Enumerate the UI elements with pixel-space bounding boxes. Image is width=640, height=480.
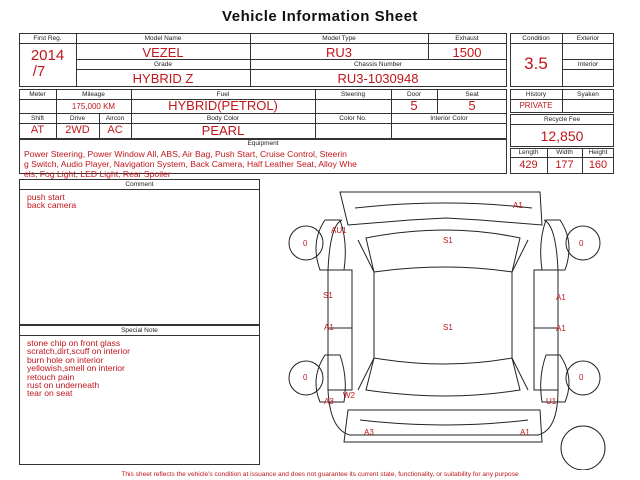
rear-right-wheel-mark: 0 (579, 373, 584, 382)
special-note-item: retouch pain (27, 371, 75, 382)
special-note-item: stone chip on front glass (27, 338, 121, 348)
model-name-label: Model Name (144, 35, 182, 42)
height-value: 160 (588, 159, 608, 171)
mileage-value: 175,000 KM (71, 102, 116, 111)
front-right-wheel-mark: 0 (579, 239, 584, 248)
exhaust-value: 1500 (452, 45, 482, 60)
syaken-label: Syaken (577, 91, 599, 98)
special-note-item: burn hole on interior (27, 354, 104, 365)
special-note-item: scratch,dirt,scuff on interior (27, 346, 131, 357)
history-label: History (525, 91, 547, 98)
color-no-label: Color No. (339, 115, 367, 122)
door-value: 5 (410, 98, 418, 113)
model-type-label: Model Type (322, 35, 356, 42)
recycle-fee-label: Recycle Fee (543, 116, 581, 123)
special-note-item: tear on seat (27, 388, 73, 399)
comment-item: push start (27, 192, 65, 202)
damage-s1-left: S1 (323, 291, 333, 300)
damage-s1-center: S1 (443, 323, 453, 332)
door-label: Door (406, 91, 422, 98)
damage-w2: W2 (343, 391, 355, 400)
equipment-list (24, 149, 500, 179)
condition-label: Condition (522, 35, 550, 42)
front-left-wheel-mark: 0 (303, 239, 308, 248)
comment-item: back camera (27, 200, 77, 211)
exhaust-label: Exhaust (455, 35, 479, 42)
special-note-item: rust on underneath (27, 380, 100, 391)
length-value: 429 (519, 159, 538, 171)
sheet-title: Vehicle Information Sheet (222, 8, 418, 25)
steering-label: Steering (340, 91, 366, 98)
fuel-value: HYBRID(PETROL) (168, 98, 278, 113)
model-name-value: VEZEL (142, 45, 184, 60)
meter-label: Meter (29, 91, 46, 98)
equipment-line: g Switch, Audio Player, Navigation System, Back Camera, Half Leather Seat, Alloy Whe (24, 159, 357, 169)
damage-a1-right-lower: A1 (556, 324, 566, 333)
aircon-label: Aircon (105, 115, 125, 122)
height-label: Height (588, 149, 608, 156)
special-note-label: Special Note (121, 327, 158, 334)
damage-a1-left: A1 (324, 323, 334, 332)
damage-s1-roof: S1 (443, 236, 453, 245)
rear-left-wheel-mark: 0 (303, 373, 308, 382)
damage-a1-right-upper: A1 (556, 293, 566, 302)
seat-label: Seat (465, 91, 479, 98)
exterior-label: Exterior (576, 35, 600, 42)
disclaimer-footer: This sheet reflects the vehicle's condition at issuance and does not guarantee its current state, functionality, or suitability for any purpose (121, 471, 519, 478)
drive-value: 2WD (65, 124, 90, 136)
width-value: 177 (555, 159, 574, 171)
damage-a3-bottom: A3 (364, 428, 374, 437)
body-color-value: PEARL (201, 123, 245, 138)
mileage-label: Mileage (82, 91, 105, 98)
first-reg-month: /7 (32, 63, 46, 80)
history-value: PRIVATE (519, 101, 553, 110)
shift-value: AT (30, 124, 45, 136)
damage-a3-left: A3 (324, 397, 334, 406)
comment-list (27, 193, 76, 210)
length-label: Length (518, 149, 539, 156)
shift-label: Shift (30, 115, 44, 122)
chassis-number-value: RU3-1030948 (337, 71, 419, 86)
equipment-label: Equipment (247, 140, 279, 147)
aircon-value: AC (107, 124, 123, 136)
body-color-label: Body Color (206, 115, 240, 122)
first-reg-label: First Reg. (33, 35, 62, 42)
interior-label: Interior (577, 61, 599, 68)
grade-value: HYBRID Z (132, 71, 194, 86)
seat-value: 5 (468, 98, 476, 113)
special-note-list (27, 339, 130, 398)
interior-color-label: Interior Color (430, 115, 468, 122)
equipment-line: els, Fog Light, LED Light, Rear Spoiler (24, 169, 171, 179)
drive-label: Drive (69, 115, 86, 122)
condition-score: 3.5 (524, 54, 548, 73)
damage-u1: U1 (546, 397, 557, 406)
comment-label: Comment (125, 181, 154, 188)
equipment-line: Power Steering, Power Window All, ABS, Air Bag, Push Start, Cruise Control, Steerin (24, 149, 347, 159)
first-reg-year: 2014 (30, 47, 65, 64)
damage-a1-top: A1 (513, 201, 523, 210)
recycle-fee-value: 12,850 (540, 128, 584, 144)
chassis-number-label: Chassis Number (353, 61, 403, 68)
width-label: Width (556, 149, 573, 156)
model-type-value: RU3 (325, 45, 352, 60)
damage-au1: AU1 (331, 226, 347, 235)
grade-label: Grade (153, 61, 173, 68)
damage-a1-bottom: A1 (520, 428, 530, 437)
special-note-item: yellowish,smell on interior (27, 363, 125, 374)
fuel-label: Fuel (216, 91, 230, 98)
